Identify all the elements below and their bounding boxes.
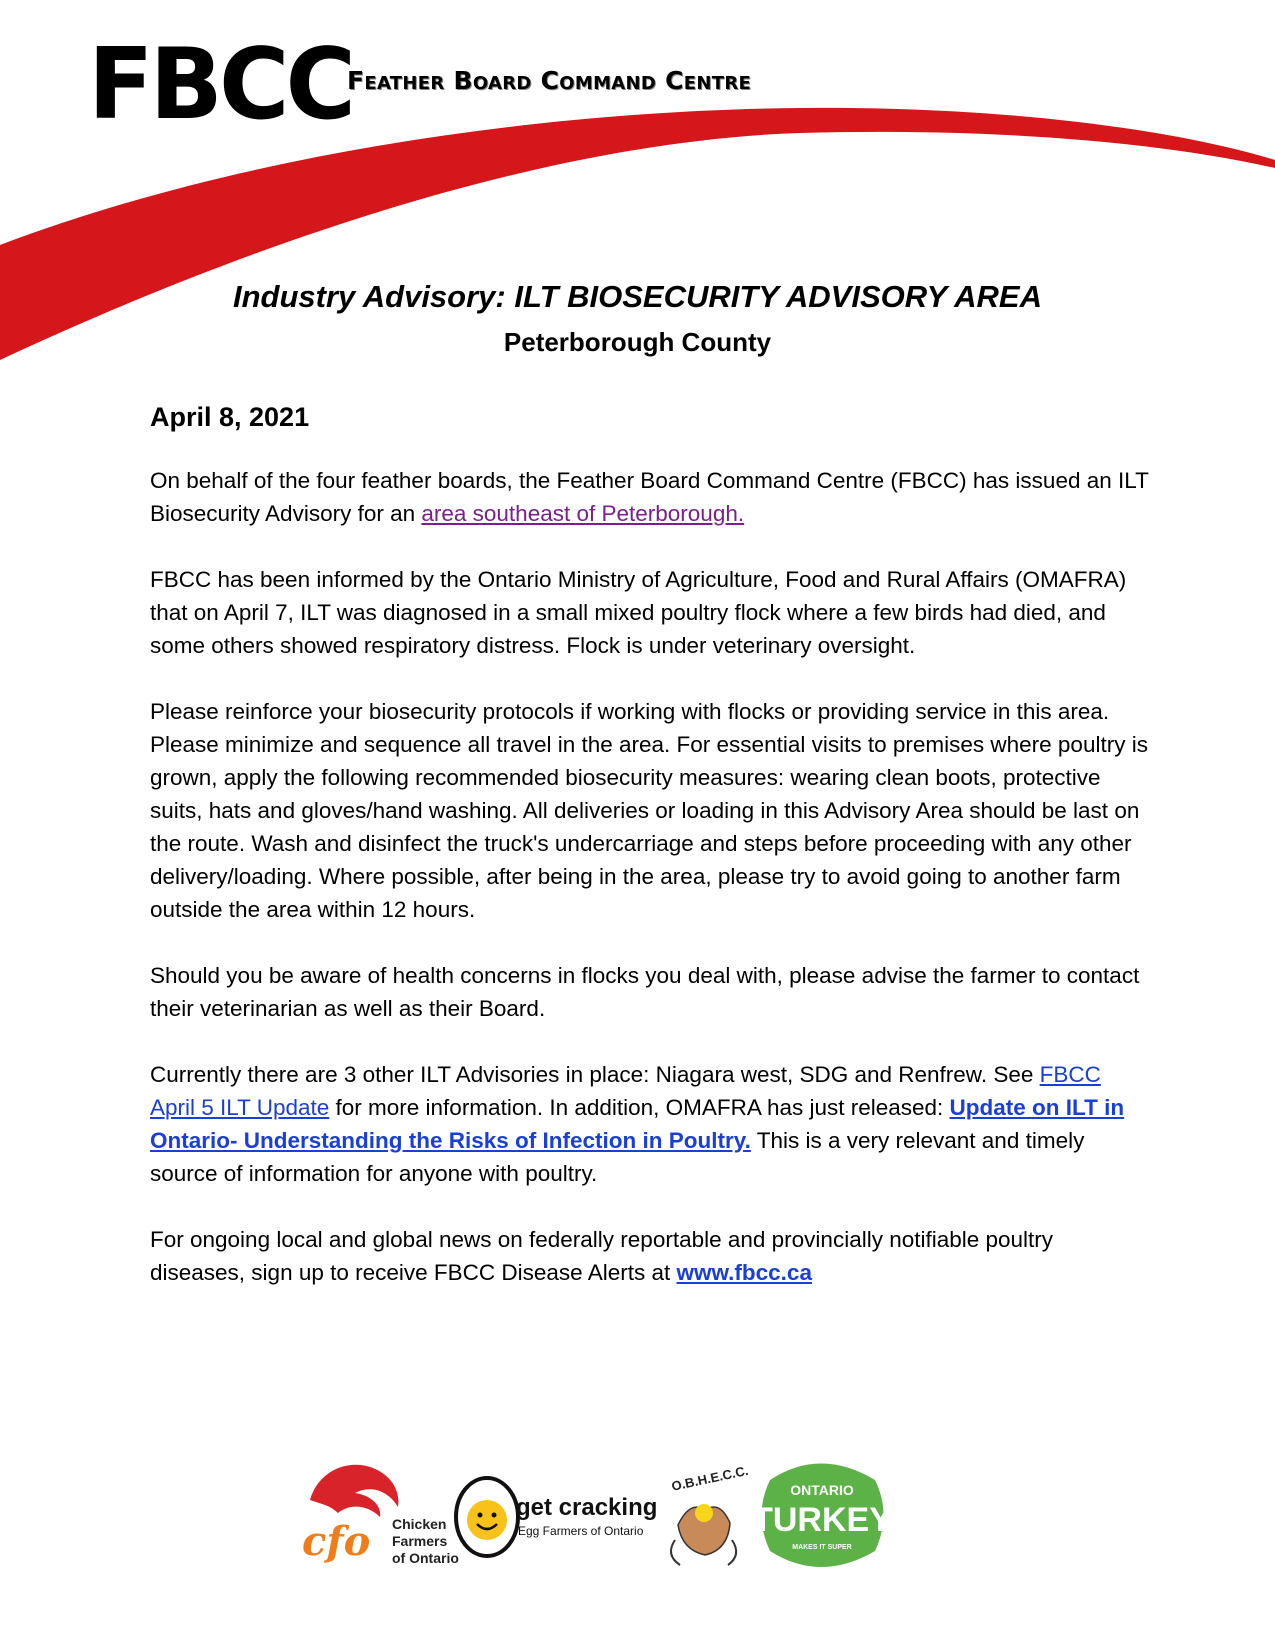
turkey-line3: MAKES IT SUPER xyxy=(792,1544,852,1551)
cfo-mark: cfo xyxy=(302,1518,371,1565)
footer-logos xyxy=(300,1455,950,1585)
fbcc-website-link[interactable]: www.fbcc.ca xyxy=(676,1260,812,1285)
omafra-ilt-update-link[interactable]: Update on ILT in Ontario- Understanding the Risks of Infection in Poultry. xyxy=(150,1095,1125,1153)
fbcc-april5-update-link[interactable]: FBCC April 5 ILT Update xyxy=(150,1062,1101,1120)
body-text xyxy=(150,464,1150,1322)
turkey-line2: TURKEY xyxy=(752,1501,892,1539)
fbcc-logo-subtitle: Feather Board Command Centre xyxy=(347,66,752,95)
paragraph-intro: On behalf of the four feather boards, the Feather Board Command Centre (FBCC) has issued an ILT Biosecurity Advisory for an area southeast of Peterborough. xyxy=(150,468,1149,526)
page-title: Industry Advisory: ILT BIOSECURITY ADVISORY AREA xyxy=(233,279,1042,314)
egg-farmers-subtitle: Egg Farmers of Ontario xyxy=(518,1524,644,1538)
paragraph-biosecurity: Please reinforce your biosecurity protocols if working with flocks or providing service in this area. Please minimize and sequence all travel in the area. For essential visits to premises where poultry is grown, apply the following recommended biosecurity measures: wearing clean boots, protective suits, hats and gloves/hand washing. All deliveries or loading in this Advisory Area should be last on the route. Wash and disinfect the truck's undercarriage and steps before proceeding with any other delivery/loading. Where possible, after being in the area, please try to avoid going to another farm outside the area within 12 hours. xyxy=(150,699,1148,922)
egg-farmers-logo xyxy=(456,1478,657,1556)
cfo-feather-icon xyxy=(310,1465,398,1517)
page-subtitle: Peterborough County xyxy=(503,327,772,357)
ontario-turkey-logo xyxy=(752,1464,892,1568)
obhecc-mark: O.B.H.E.C.C. xyxy=(670,1462,750,1494)
paragraph-disease-alerts: For ongoing local and global news on federally reportable and provincially notifiable poultry diseases, sign up to receive FBCC Disease Alerts at www.fbcc.ca xyxy=(150,1227,1054,1285)
area-southeast-link[interactable]: area southeast of Peterborough. xyxy=(421,501,745,526)
fbcc-logo: FBCC xyxy=(88,28,353,142)
paragraph-health-concerns: Should you be aware of health concerns in flocks you deal with, please advise the farmer to contact their veterinarian as well as their Board. xyxy=(150,963,1140,1021)
paragraph-omafra: FBCC has been informed by the Ontario Ministry of Agriculture, Food and Rural Affairs (OMAFRA) that on April 7, ILT was diagnosed in a small mixed poultry flock where a few birds had died, and some others showed respiratory distress. Flock is under veterinary oversight. xyxy=(150,567,1127,658)
advisory-date: April 8, 2021 xyxy=(150,402,310,432)
cfo-logo xyxy=(302,1465,459,1566)
turkey-line1: ONTARIO xyxy=(790,1482,854,1498)
cfo-line2: Farmers xyxy=(392,1533,448,1549)
cfo-line1: Chicken xyxy=(392,1516,447,1532)
paragraph-other-advisories: Currently there are 3 other ILT Advisories in place: Niagara west, SDG and Renfrew. See FBCC April 5 ILT Update for more information. In addition, OMAFRA has just released: Update on ILT in Ontario- Understanding the Risks of Infection in Poultry. This is a very relevant and timely source of information for anyone with poultry. xyxy=(150,1062,1125,1186)
obhecc-logo xyxy=(670,1463,749,1565)
get-cracking-mark: get cracking xyxy=(516,1494,658,1521)
cfo-line3: of Ontario xyxy=(392,1550,459,1566)
